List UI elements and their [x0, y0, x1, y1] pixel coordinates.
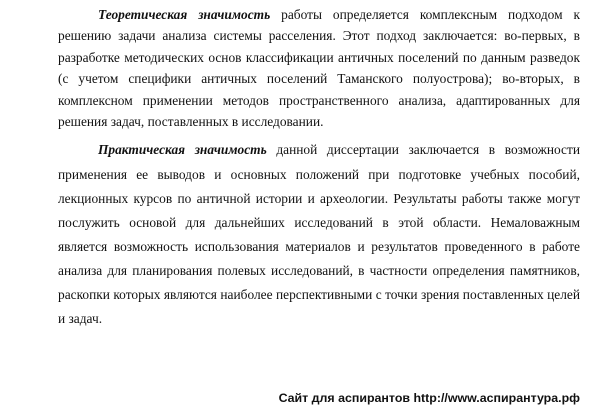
paragraph-practical-significance	[58, 138, 580, 331]
lead-term-practical: Практическая значимость	[98, 142, 267, 158]
paragraph-text: работы определяется комплексным подходом к решению задачи анализа системы расселения. Этот подход заключается: во-первых, в разработке методических основ классификации античных поселений по данным разведок (с учетом специфики античных поселений Таманского полуострова); во-вторых, в комплексном применении методов пространственного анализа, адаптированных для решения задач, поставленных в исследовании.	[58, 7, 580, 130]
paragraph-theoretical-significance	[58, 4, 580, 132]
paragraph-text: данной диссертации заключается в возможности применения ее выводов и основных положений при подготовке учебных пособий, лекционных курсов по античной истории и археологии. Результаты работы также могут послужить основой для дальнейших исследований в этой области. Немаловажным является возможность использования материалов и результатов проведенного в работе анализа для планирования полевых исследований, в частности определения памятников, раскопки которых являются наиболее перспективными с точки зрения поставленных целей и задач.	[58, 142, 580, 327]
document-page	[58, 4, 580, 331]
site-footer-caption: Сайт для аспирантов http://www.аспирантура.рф	[278, 391, 580, 405]
lead-term-theoretical: Теоретическая значимость	[98, 7, 271, 22]
